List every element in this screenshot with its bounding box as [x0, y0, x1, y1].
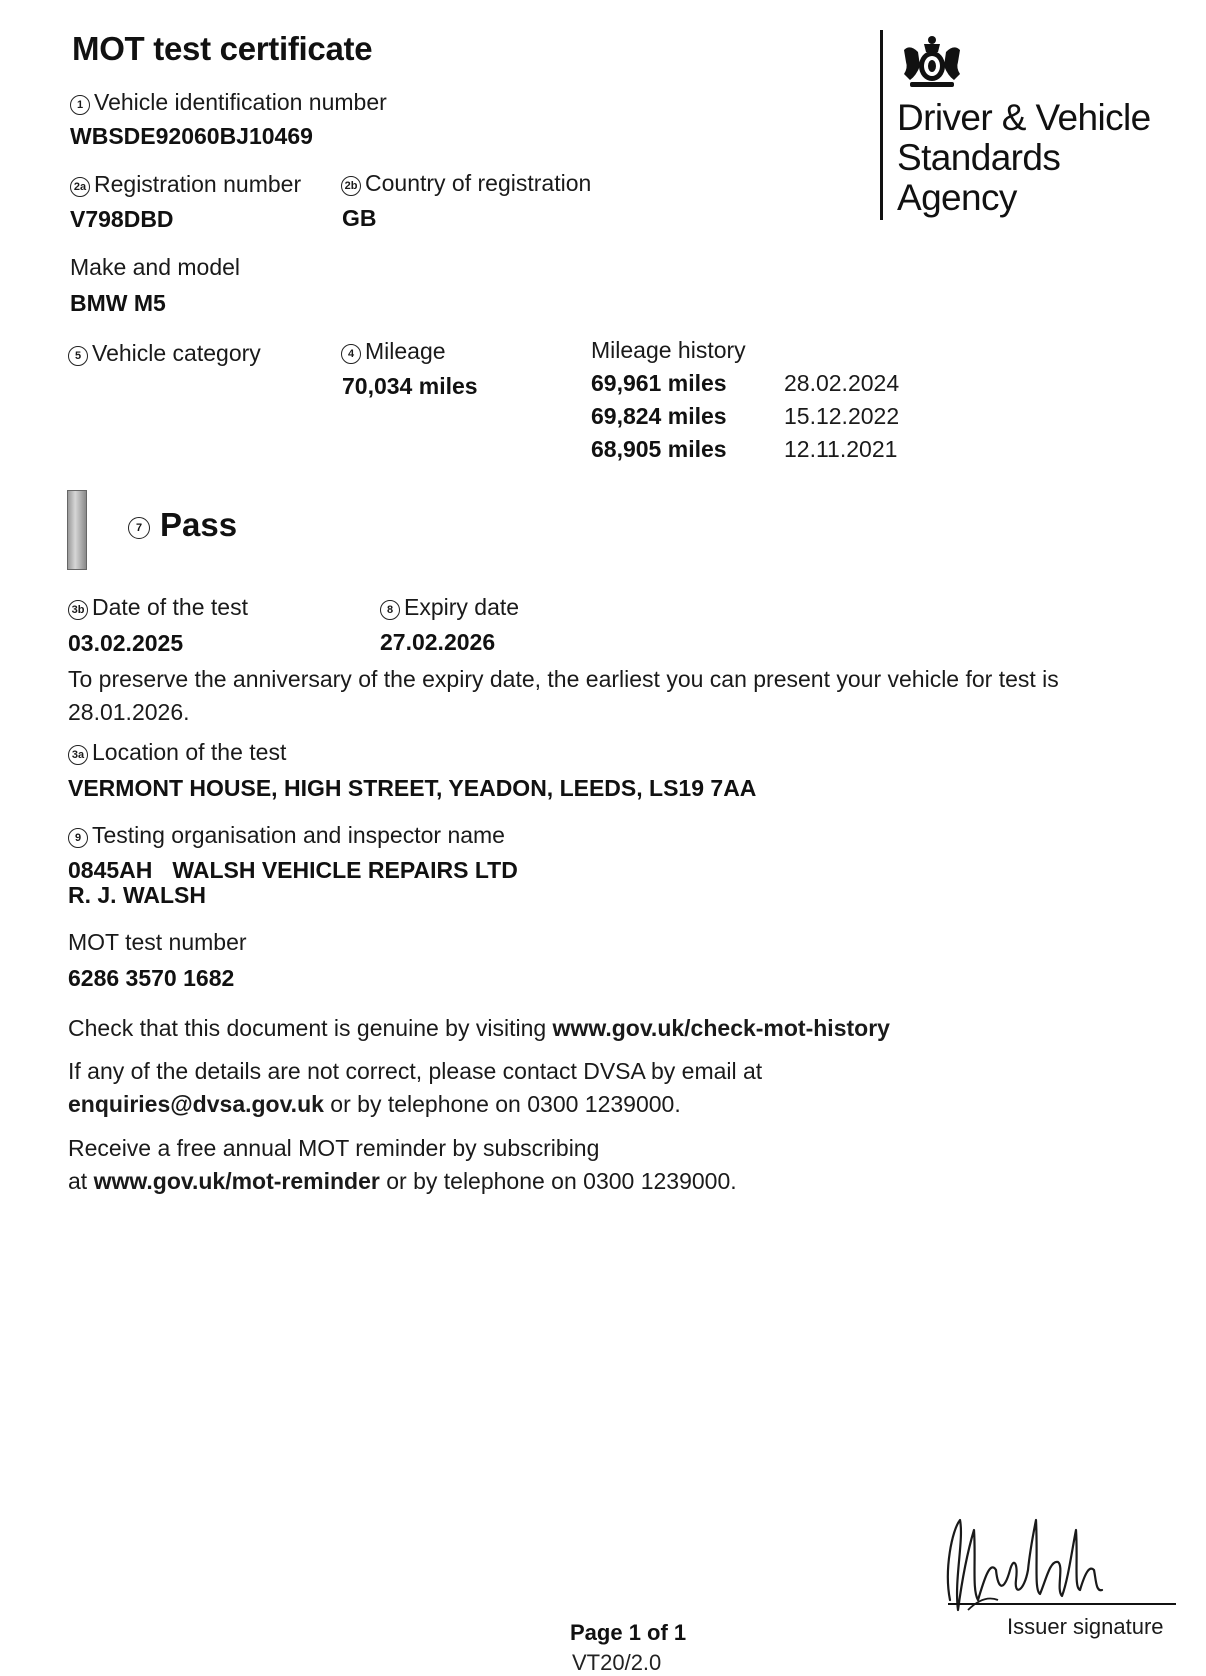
- mileage-value: 70,034 miles: [342, 373, 478, 399]
- expiry-label: 8 Expiry date: [380, 594, 519, 621]
- registration-label: 2a Registration number: [70, 171, 301, 198]
- location-label: 3a Location of the test: [68, 739, 286, 766]
- agency-name: Driver & Vehicle Standards Agency: [897, 97, 1151, 218]
- genuine-check-text: Check that this document is genuine by visiting www.gov.uk/check-mot-history: [68, 1015, 890, 1041]
- contact-text-line2: enquiries@dvsa.gov.uk or by telephone on 0300 1239000.: [68, 1091, 681, 1117]
- organisation-label: 9 Testing organisation and inspector name: [68, 822, 505, 849]
- royal-crest-icon: [896, 30, 968, 92]
- registration-value: V798DBD: [70, 206, 174, 232]
- test-result: 7 Pass: [128, 506, 237, 544]
- make-model-label: Make and model: [70, 254, 241, 280]
- vin-label: 1 Vehicle identification number: [70, 89, 387, 116]
- field-marker: 3b: [68, 600, 88, 620]
- contact-text-line1: If any of the details are not correct, please contact DVSA by email at: [68, 1058, 763, 1084]
- category-label: 5 Vehicle category: [68, 340, 261, 367]
- organisation-code: 0845AH: [68, 857, 153, 883]
- result-indicator-bar: [67, 490, 87, 570]
- test-number-value: 6286 3570 1682: [68, 965, 235, 991]
- field-marker: 1: [70, 95, 90, 115]
- reminder-text-line1: Receive a free annual MOT reminder by subscribing: [68, 1135, 600, 1161]
- organisation-value: [68, 857, 518, 884]
- field-marker: 2a: [70, 177, 90, 197]
- test-date-value: 03.02.2025: [68, 630, 184, 656]
- mileage-label: 4 Mileage: [341, 338, 446, 365]
- issuer-signature-label: Issuer signature: [1007, 1614, 1164, 1639]
- form-reference: VT20/2.0: [572, 1650, 662, 1675]
- field-marker: 9: [68, 828, 88, 848]
- organisation-name: WALSH VEHICLE REPAIRS LTD: [172, 857, 518, 883]
- agency-divider: [880, 30, 883, 220]
- country-label: 2b Country of registration: [341, 170, 591, 197]
- signature-line: [948, 1603, 1176, 1605]
- field-marker: 8: [380, 600, 400, 620]
- check-mot-history-link[interactable]: www.gov.uk/check-mot-history: [552, 1015, 890, 1041]
- field-marker: 5: [68, 346, 88, 366]
- list-item: 69,824 miles 15.12.2022: [591, 403, 900, 429]
- anniversary-note: To preserve the anniversary of the expiry date, the earliest you can present your vehicle for test is: [68, 666, 1059, 692]
- country-value: GB: [342, 205, 377, 231]
- field-marker: 7: [128, 517, 150, 539]
- mot-reminder-link[interactable]: www.gov.uk/mot-reminder: [93, 1168, 380, 1194]
- mileage-history-label: Mileage history: [591, 337, 746, 363]
- field-marker: 4: [341, 344, 361, 364]
- issuer-signature-scribble: [938, 1500, 1138, 1620]
- expiry-value: 27.02.2026: [380, 629, 496, 655]
- list-item: 68,905 miles 12.11.2021: [591, 436, 898, 462]
- anniversary-date: 28.01.2026.: [68, 699, 190, 725]
- location-value: VERMONT HOUSE, HIGH STREET, YEADON, LEEDS, LS19 7AA: [68, 775, 757, 801]
- field-marker: 3a: [68, 745, 88, 765]
- field-marker: 2b: [341, 176, 361, 196]
- reminder-text-line2: at www.gov.uk/mot-reminder or by telephone on 0300 1239000.: [68, 1168, 737, 1194]
- test-number-label: MOT test number: [68, 929, 247, 955]
- page-number: Page 1 of 1: [570, 1620, 687, 1645]
- mileage-history-list: [591, 370, 899, 469]
- certificate-title: MOT test certificate: [72, 30, 373, 67]
- list-item: 69,961 miles 28.02.2024: [591, 370, 900, 396]
- email-link[interactable]: enquiries@dvsa.gov.uk: [68, 1091, 324, 1117]
- vin-value: WBSDE92060BJ10469: [70, 123, 313, 149]
- make-model-value: BMW M5: [70, 290, 166, 316]
- test-date-label: 3b Date of the test: [68, 594, 248, 621]
- inspector-name: R. J. WALSH: [68, 882, 207, 908]
